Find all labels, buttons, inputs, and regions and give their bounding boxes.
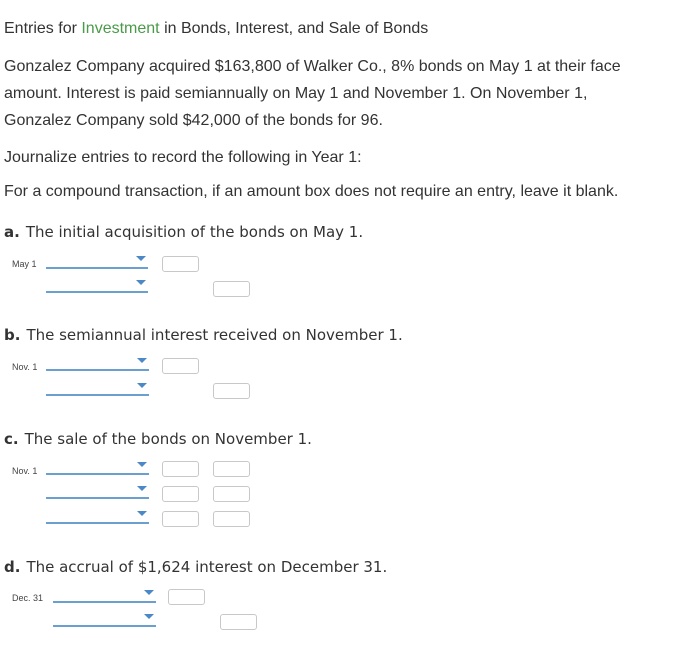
part-d-heading — [4, 558, 387, 576]
credit-amount-input[interactable] — [213, 281, 250, 297]
credit-amount-input[interactable] — [220, 614, 257, 630]
date-label: Nov. 1 — [12, 466, 38, 476]
debit-amount-input[interactable] — [162, 256, 199, 272]
chevron-down-icon — [137, 358, 147, 363]
debit-amount-input[interactable] — [162, 486, 199, 502]
date-label: May 1 — [12, 259, 37, 269]
credit-amount-input[interactable] — [213, 461, 250, 477]
credit-amount-input[interactable] — [213, 486, 250, 502]
page-title — [4, 20, 428, 38]
part-letter: b. — [4, 326, 21, 344]
date-label: Dec. 31 — [12, 593, 44, 603]
chevron-down-icon — [136, 280, 146, 285]
problem-line-1: Gonzalez Company acquired $163,800 of Walker Co., 8% bonds on May 1 at their face — [4, 58, 621, 75]
part-c-heading — [4, 430, 312, 448]
debit-amount-input[interactable] — [168, 589, 205, 605]
problem-line-3: Gonzalez Company sold $42,000 of the bonds for 96. — [4, 112, 383, 129]
account-dropdown[interactable] — [46, 279, 148, 293]
instruction-journalize: Journalize entries to record the following in Year 1: — [4, 149, 362, 166]
title-prefix: Entries for — [4, 20, 82, 37]
credit-amount-input[interactable] — [213, 511, 250, 527]
part-text: The accrual of $1,624 interest on December 31. — [26, 558, 388, 576]
account-dropdown[interactable] — [46, 510, 149, 524]
debit-amount-input[interactable] — [162, 511, 199, 527]
date-label: Nov. 1 — [12, 362, 38, 372]
chevron-down-icon — [137, 383, 147, 388]
part-letter: c. — [4, 430, 19, 448]
title-suffix: in Bonds, Interest, and Sale of Bonds — [159, 20, 429, 37]
account-dropdown[interactable] — [53, 613, 156, 627]
account-dropdown[interactable] — [46, 461, 149, 475]
instruction-compound: For a compound transaction, if an amount box does not require an entry, leave it blank. — [4, 183, 619, 200]
chevron-down-icon — [137, 511, 147, 516]
problem-line-2: amount. Interest is paid semiannually on May 1 and November 1. On November 1, — [4, 85, 588, 102]
investment-link[interactable]: Investment — [81, 20, 160, 37]
chevron-down-icon — [137, 462, 147, 467]
credit-amount-input[interactable] — [213, 383, 250, 399]
part-a-heading — [4, 223, 363, 241]
chevron-down-icon — [136, 256, 146, 261]
account-dropdown[interactable] — [53, 589, 156, 603]
account-dropdown[interactable] — [46, 255, 148, 269]
account-dropdown[interactable] — [46, 485, 149, 499]
chevron-down-icon — [137, 486, 147, 491]
chevron-down-icon — [144, 614, 154, 619]
debit-amount-input[interactable] — [162, 358, 199, 374]
part-letter: a. — [4, 223, 20, 241]
part-text: The initial acquisition of the bonds on May 1. — [25, 223, 364, 241]
part-text: The sale of the bonds on November 1. — [24, 430, 312, 448]
account-dropdown[interactable] — [46, 382, 149, 396]
part-text: The semiannual interest received on November 1. — [26, 326, 403, 344]
part-b-heading — [4, 326, 403, 344]
part-letter: d. — [4, 558, 21, 576]
account-dropdown[interactable] — [46, 357, 149, 371]
chevron-down-icon — [144, 590, 154, 595]
debit-amount-input[interactable] — [162, 461, 199, 477]
